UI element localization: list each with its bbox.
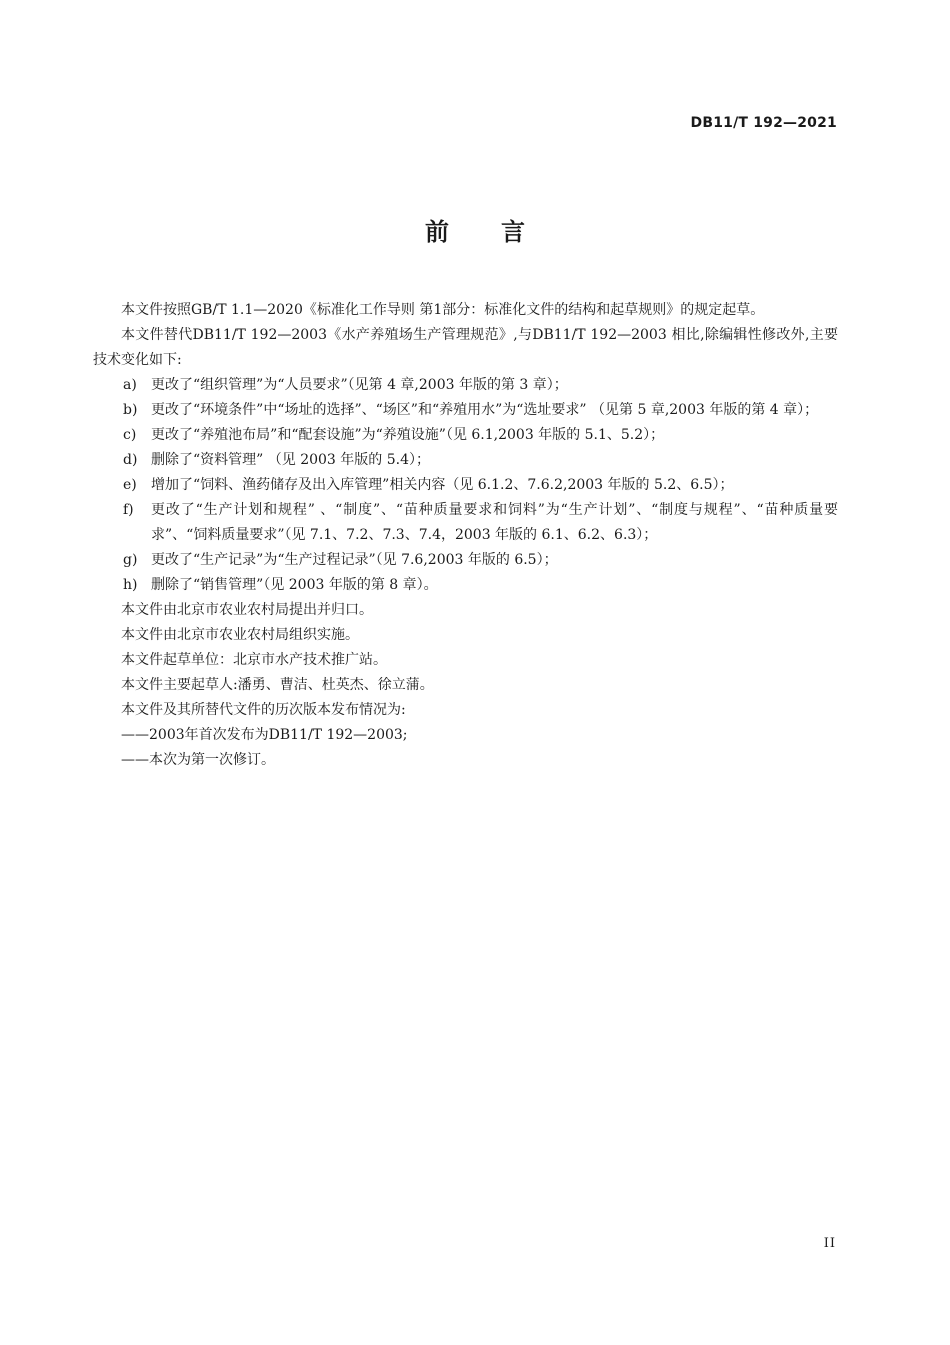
list-marker: d) (123, 452, 138, 468)
paragraph-drafters: 本文件主要起草人:潘勇、曹洁、杜英杰、徐立蒲。 (121, 677, 434, 693)
paragraph-drafting-rules: 本文件按照GB/T 1.1—2020《标准化工作导则 第1部分：标准化文件的结构和起草规则》的规定起草。 (121, 302, 765, 318)
list-item-text: 更改了“环境条件”中“场址的选择”、“场区”和“养殖用水”为“选址要求” （见第 5 章,2003 年版的第 4 章）； (151, 402, 819, 418)
document-code: DB11/T 192—2021 (690, 115, 837, 131)
change-item (93, 498, 838, 548)
change-item (93, 548, 838, 573)
list-item-text: 更改了“组织管理”为“人员要求”（见第 4 章,2003 年版的第 3 章）； (151, 377, 568, 393)
list-marker: b) (123, 402, 138, 418)
list-item-text: 删除了“销售管理”（见 2003 年版的第 8 章）。 (151, 577, 438, 593)
list-marker: c) (123, 427, 137, 443)
list-marker: h) (123, 577, 138, 593)
paragraph-history-intro: 本文件及其所替代文件的历次版本发布情况为: (121, 702, 406, 718)
change-item (93, 448, 838, 473)
list-marker: a) (123, 377, 137, 393)
page-number: II (823, 1236, 836, 1251)
page-title (0, 212, 950, 247)
change-item (93, 373, 838, 398)
list-item-text: 更改了“生产计划和规程” 、“制度”、“苗种质量要求和饲料”为“生产计划”、“制度与规程”、“苗种质量要求”、“饲料质量要求”（见 7.1、7.2、7.3、7.4，2003 年版的 6.1、6.2、6.3）； (151, 502, 838, 543)
change-item (93, 398, 838, 423)
list-item-text: 更改了“生产记录”为“生产过程记录”（见 7.6,2003 年版的 6.5）； (151, 552, 558, 568)
list-marker: g) (123, 552, 138, 568)
paragraph-proposer: 本文件由北京市农业农村局提出并归口。 (121, 602, 373, 618)
paragraph-implementer: 本文件由北京市农业农村局组织实施。 (121, 627, 359, 643)
change-item (93, 423, 838, 448)
list-marker: f) (123, 502, 134, 518)
foreword-body (93, 298, 838, 773)
title-part-2: 言 (501, 218, 525, 246)
history-item: ——2003年首次发布为DB11/T 192—2003; (121, 727, 408, 743)
paragraph-drafting-unit: 本文件起草单位：北京市水产技术推广站。 (121, 652, 387, 668)
list-item-text: 增加了“饲料、渔药储存及出入库管理”相关内容（见 6.1.2、7.6.2,2003 年版的 5.2、6.5）； (151, 477, 734, 493)
history-item: ——本次为第一次修订。 (121, 752, 275, 768)
change-item (93, 473, 838, 498)
title-part-1: 前 (425, 218, 449, 246)
list-item-text: 更改了“养殖池布局”和“配套设施”为“养殖设施”（见 6.1,2003 年版的 5.1、5.2）； (151, 427, 665, 443)
list-item-text: 删除了“资料管理” （见 2003 年版的 5.4）； (151, 452, 431, 468)
paragraph-replacement: 本文件替代DB11/T 192—2003《水产养殖场生产管理规范》,与DB11/T 192—2003 相比,除编辑性修改外,主要技术变化如下: (93, 327, 838, 368)
change-item (93, 573, 838, 598)
list-marker: e) (123, 477, 137, 493)
